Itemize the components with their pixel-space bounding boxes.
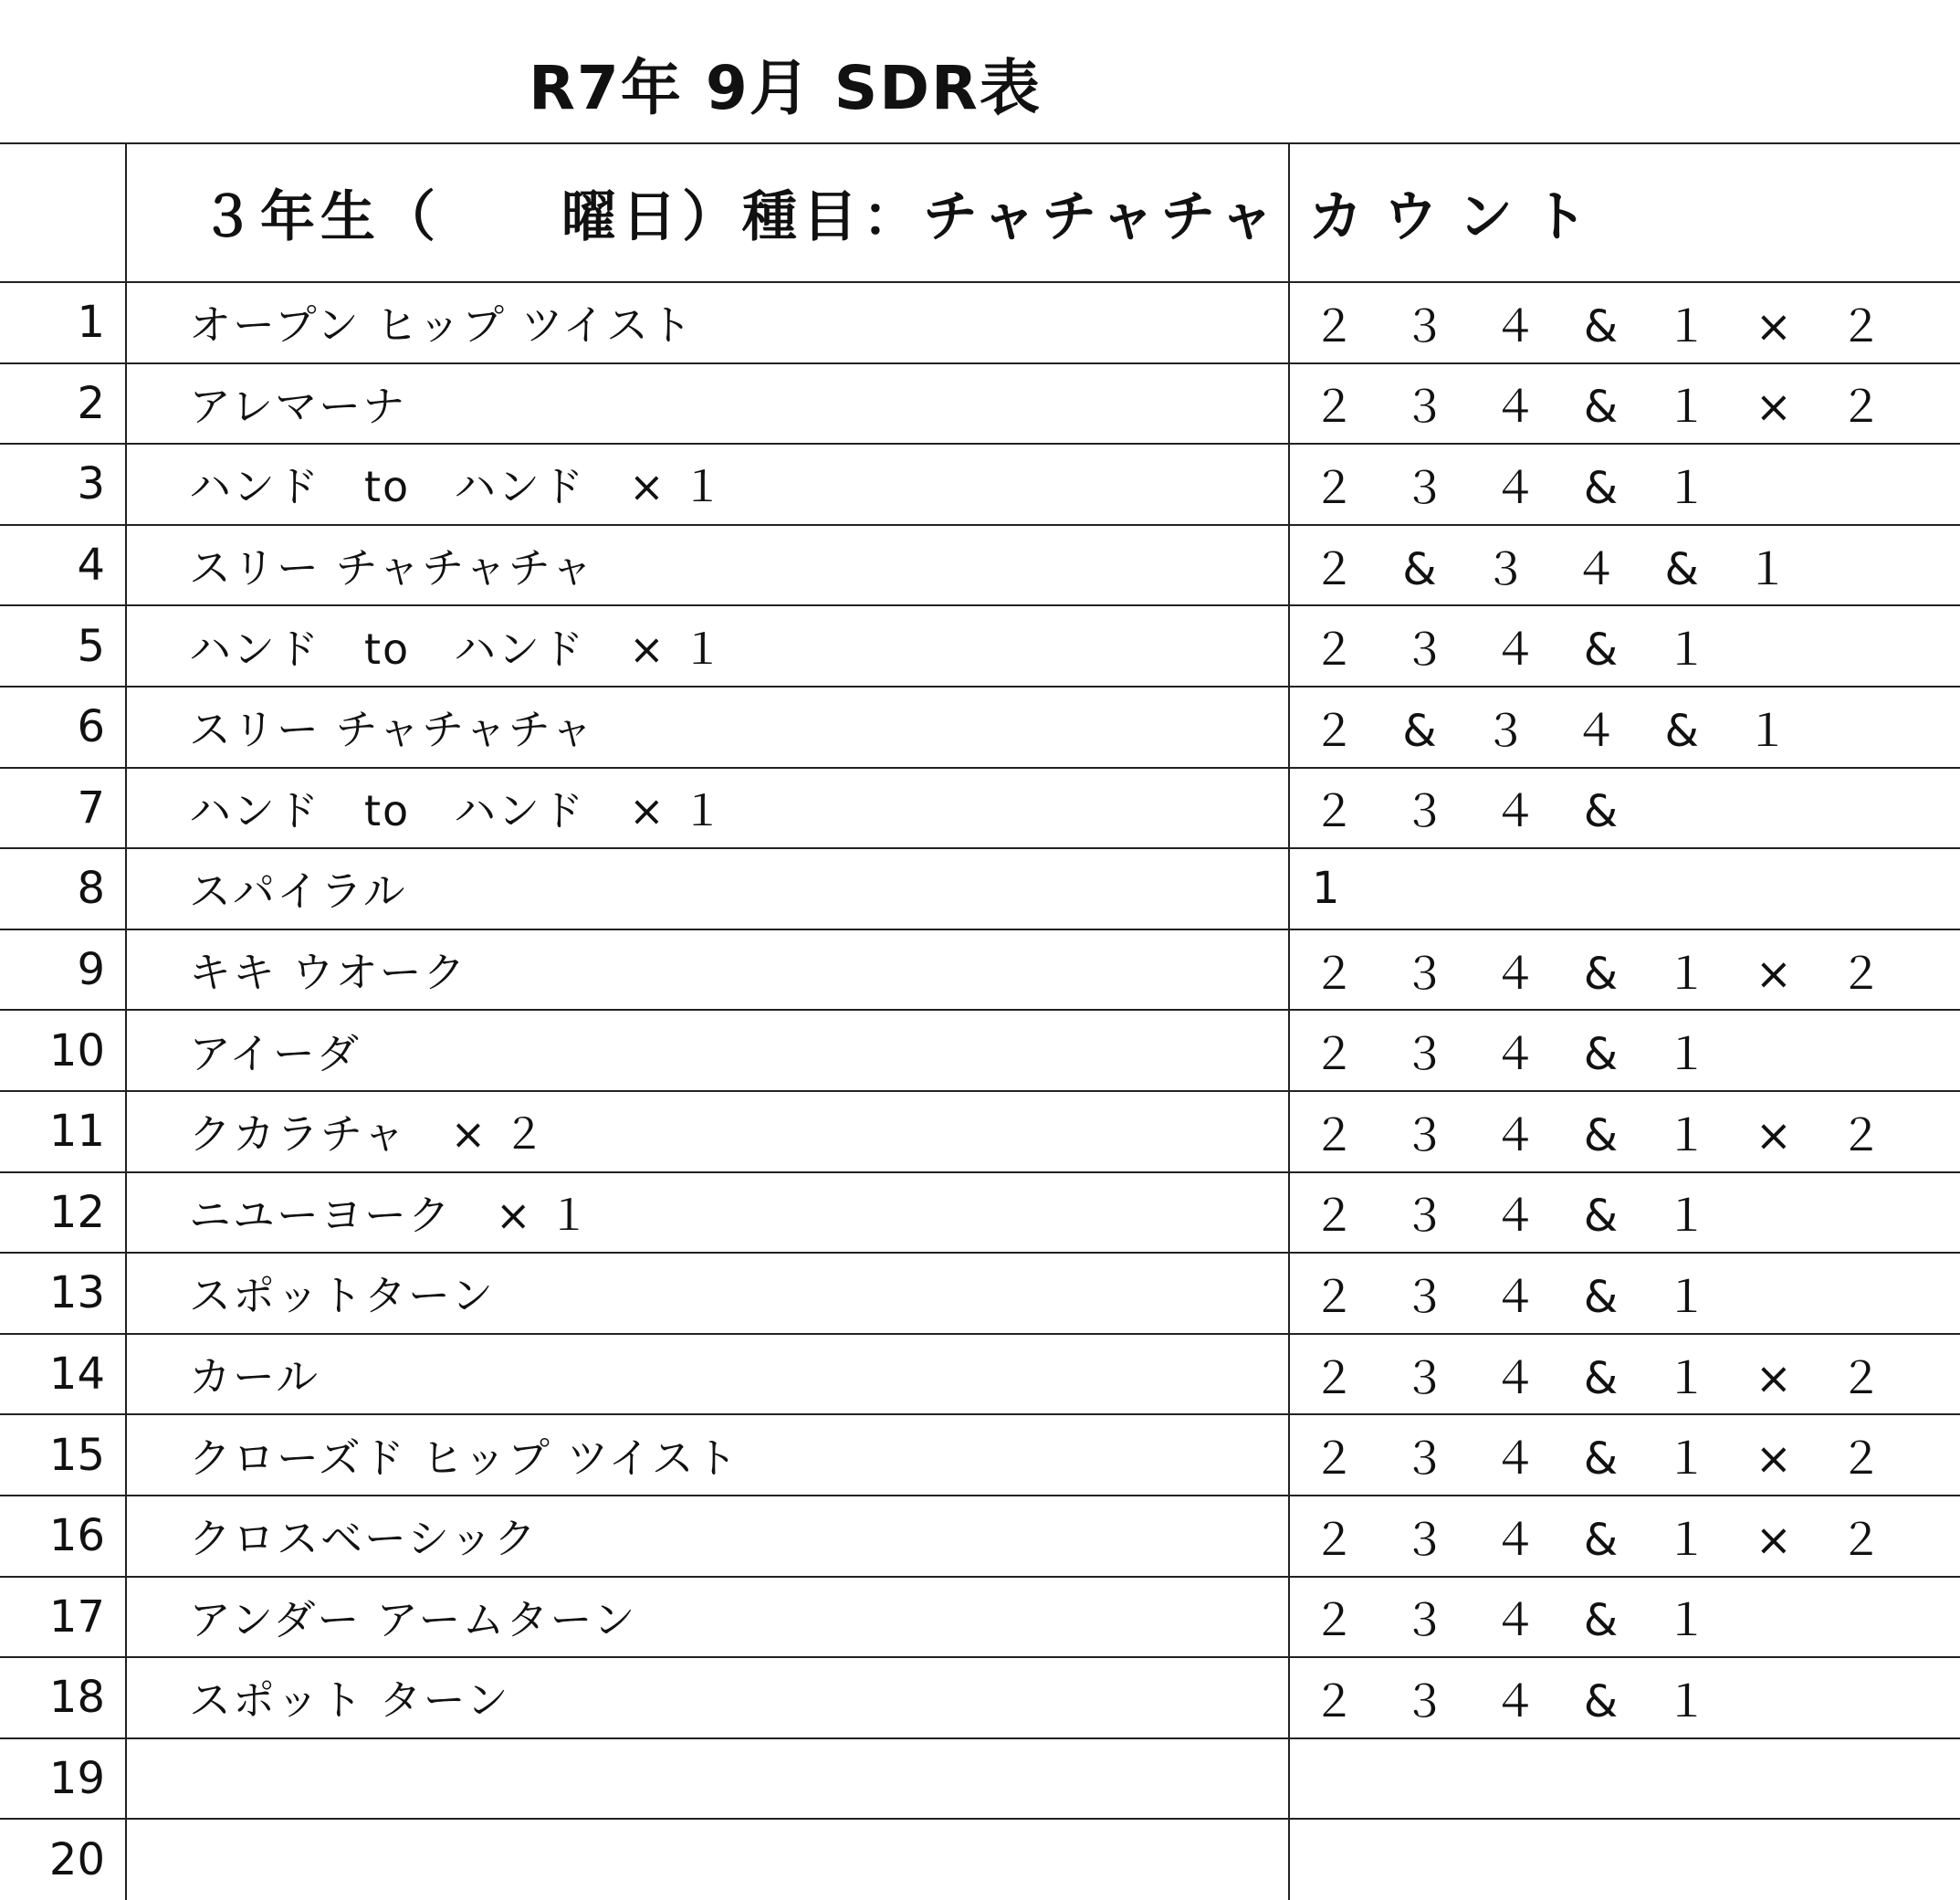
table-row [0, 1496, 1960, 1577]
row-figure: オープン ヒップ ツイスト [126, 282, 1289, 363]
row-number: 16 [0, 1496, 126, 1577]
row-count: ２ ３ ４ & １ [1289, 1172, 1960, 1254]
sdr-table [0, 142, 1960, 1900]
row-count: ２ ３ ４ & １ [1289, 1010, 1960, 1091]
row-count: ２ ３ ４ & １ [1289, 605, 1960, 687]
row-number: 18 [0, 1657, 126, 1738]
row-number: 7 [0, 768, 126, 849]
table-header [0, 143, 1960, 282]
table-row [0, 848, 1960, 929]
header-number [0, 143, 126, 282]
row-count: ２ ３ ４ & １ [1289, 1253, 1960, 1334]
row-figure [126, 1819, 1289, 1900]
row-number: 4 [0, 525, 126, 606]
row-number: 17 [0, 1577, 126, 1658]
row-figure: スポット ターン [126, 1657, 1289, 1738]
row-figure: ハンド to ハンド × １ [126, 444, 1289, 525]
row-figure: スポットターン [126, 1253, 1289, 1334]
row-figure: ハンド to ハンド × １ [126, 768, 1289, 849]
table-row [0, 768, 1960, 849]
row-count: ２ ３ ４ & １ × ２ [1289, 1091, 1960, 1172]
row-number: 5 [0, 605, 126, 687]
row-number: 8 [0, 848, 126, 929]
row-number: 6 [0, 687, 126, 768]
row-number: 11 [0, 1091, 126, 1172]
row-number: 1 [0, 282, 126, 363]
table-row [0, 605, 1960, 687]
header-count: カウント [1289, 143, 1960, 282]
table-row [0, 1819, 1960, 1900]
row-count: ２ ３ ４ & １ × ２ [1289, 1334, 1960, 1415]
table-row [0, 929, 1960, 1011]
row-figure [126, 1738, 1289, 1820]
row-count: ２ ３ ４ & １ × ２ [1289, 929, 1960, 1011]
row-figure: クローズド ヒップ ツイスト [126, 1414, 1289, 1496]
row-number: 3 [0, 444, 126, 525]
row-count: 1 [1289, 848, 1960, 929]
table-row [0, 444, 1960, 525]
table-row [0, 1738, 1960, 1820]
row-count: ２ ３ ４ & １ [1289, 1577, 1960, 1658]
row-figure: クロスベーシック [126, 1496, 1289, 1577]
row-figure: カール [126, 1334, 1289, 1415]
table-body [0, 282, 1960, 1900]
row-count: ２ ３ ４ & １ × ２ [1289, 1414, 1960, 1496]
row-figure: キキ ウオーク [126, 929, 1289, 1011]
table-row [0, 525, 1960, 606]
row-number: 15 [0, 1414, 126, 1496]
table-row [0, 282, 1960, 363]
row-number: 13 [0, 1253, 126, 1334]
row-count: ２ & ３ ４ & １ [1289, 525, 1960, 606]
row-count: ２ ３ ４ & [1289, 768, 1960, 849]
table-row [0, 1657, 1960, 1738]
row-figure: アレマーナ [126, 363, 1289, 445]
row-count: ２ ３ ４ & １ [1289, 444, 1960, 525]
row-count: ２ ３ ４ & １ × ２ [1289, 363, 1960, 445]
row-figure: スリー チャチャチャ [126, 525, 1289, 606]
row-number: 12 [0, 1172, 126, 1254]
table-row [0, 1091, 1960, 1172]
table-row [0, 1253, 1960, 1334]
row-number: 14 [0, 1334, 126, 1415]
row-count: ２ ３ ４ & １ [1289, 1657, 1960, 1738]
row-number: 19 [0, 1738, 126, 1820]
row-figure: ニユーヨーク × １ [126, 1172, 1289, 1254]
row-count: ２ ３ ４ & １ × ２ [1289, 282, 1960, 363]
row-count [1289, 1819, 1960, 1900]
row-count: ２ & ３ ４ & １ [1289, 687, 1960, 768]
row-number: 9 [0, 929, 126, 1011]
table-row [0, 1577, 1960, 1658]
row-figure: アイーダ [126, 1010, 1289, 1091]
header-figure: ３年生（ 曜日）種目：チャチャチャ [126, 143, 1289, 282]
table-row [0, 687, 1960, 768]
row-count [1289, 1738, 1960, 1820]
header-row [0, 143, 1960, 282]
row-figure: アンダー アームターン [126, 1577, 1289, 1658]
row-figure: ハンド to ハンド × １ [126, 605, 1289, 687]
table-row [0, 1334, 1960, 1415]
table-row [0, 1414, 1960, 1496]
table-row [0, 1172, 1960, 1254]
row-number: 10 [0, 1010, 126, 1091]
row-number: 20 [0, 1819, 126, 1900]
row-number: 2 [0, 363, 126, 445]
row-figure: スリー チャチャチャ [126, 687, 1289, 768]
table-row [0, 363, 1960, 445]
page-title: R7年 9月 SDR表 [529, 53, 1042, 123]
row-figure: クカラチャ × ２ [126, 1091, 1289, 1172]
row-count: ２ ３ ４ & １ × ２ [1289, 1496, 1960, 1577]
row-figure: スパイラル [126, 848, 1289, 929]
table-row [0, 1010, 1960, 1091]
